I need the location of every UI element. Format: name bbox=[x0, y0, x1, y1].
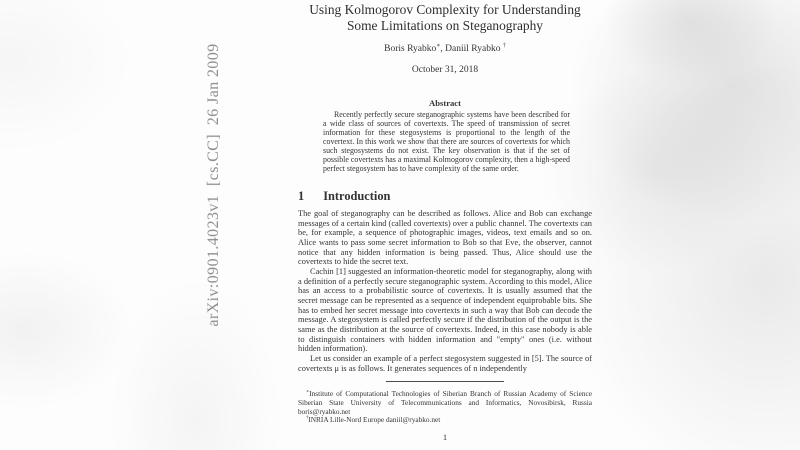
authors-line bbox=[298, 44, 592, 55]
paragraph-2: Cachin [1] suggested an information-theoretic model for steganography, along with a definition of a perfectly secure steganographic system. According to this model, Alice has an access to a probabilistic source of covertexts. It is usually assumed that the secret message can be represented as a sequence of independent equiprobable bits. She has to embed her secret message into covertexts in such a way that Bob can decode the message. A stegosystem is called perfectly secure if the distribution of the output is the same as the distribution at the source of covertexts. Indeed, in this case nobody is able to distinguish containers with hidden information and "empty" ones (i.e. without hidden information). bbox=[298, 266, 592, 354]
paper-page bbox=[298, 0, 592, 450]
footnote-2-text: INRIA Lille-Nord Europe daniil@ryabko.net bbox=[308, 415, 441, 425]
section-number: 1 bbox=[298, 189, 305, 203]
author-mark-asterisk: ∗ bbox=[436, 42, 441, 49]
section-heading bbox=[298, 189, 592, 204]
footnote-1-text: Institute of Computational Technologies of Siberian Branch of Russian Academy of Science Siberian State University of Telecommunications and Informatics, Novosibirsk, Russia boris@ryabko.net bbox=[298, 389, 592, 416]
footnote-1 bbox=[298, 390, 592, 416]
author-mark-dagger: † bbox=[502, 42, 506, 49]
footnote-rule bbox=[386, 381, 504, 382]
paper-date: October 31, 2018 bbox=[411, 65, 479, 75]
author-name-2: , Daniil Ryabko bbox=[440, 44, 503, 54]
abstract-heading: Abstract bbox=[429, 98, 461, 108]
footnote-2 bbox=[298, 416, 592, 425]
paragraph-1: The goal of steganography can be described as follows. Alice and Bob can exchange messages of a certain kind (called covertexts) over a public channel. The covertexts can be, for example, a sequence of photographic images, videos, text emails and so on. Alice wants to pass some secret information to Bob so that Eve, the observer, cannot notice that any hidden information is being passed. Thus, Alice should use the covertexts to hide the secret text. bbox=[298, 209, 592, 267]
author-name-1: Boris Ryabko bbox=[384, 44, 437, 54]
paragraph-3: Let us consider an example of a perfect stegosystem suggested in [5]. The source of covertexts μ is as follows. It generates sequences of n independently bbox=[298, 353, 592, 373]
footnote-2-mark: † bbox=[306, 415, 309, 421]
footnote-1-mark: ∗ bbox=[306, 389, 310, 395]
abstract-text: Recently perfectly secure steganographic systems have been described for a wide class of sources of covertexts. The speed of transmission of secret information for these stegosystems is proportional to the length of the covertext. In this work we show that there are sources of covertexts for which such stegosystems do not exist. The key observation is that if the set of possible covertexts has a maximal Kolmogorov complexity, then a high-speed perfect stegosystem has to have complexity of the same order. bbox=[323, 110, 570, 173]
paper-title-line2: Some Limitations on Steganography bbox=[346, 18, 543, 33]
arxiv-stamp: arXiv:0901.4023v1 [cs.CC] 26 Jan 2009 bbox=[205, 43, 222, 327]
paper-title-line1: Using Kolmogorov Complexity for Understanding bbox=[309, 2, 581, 17]
section-title: Introduction bbox=[323, 189, 391, 203]
page-number: 1 bbox=[442, 432, 448, 442]
